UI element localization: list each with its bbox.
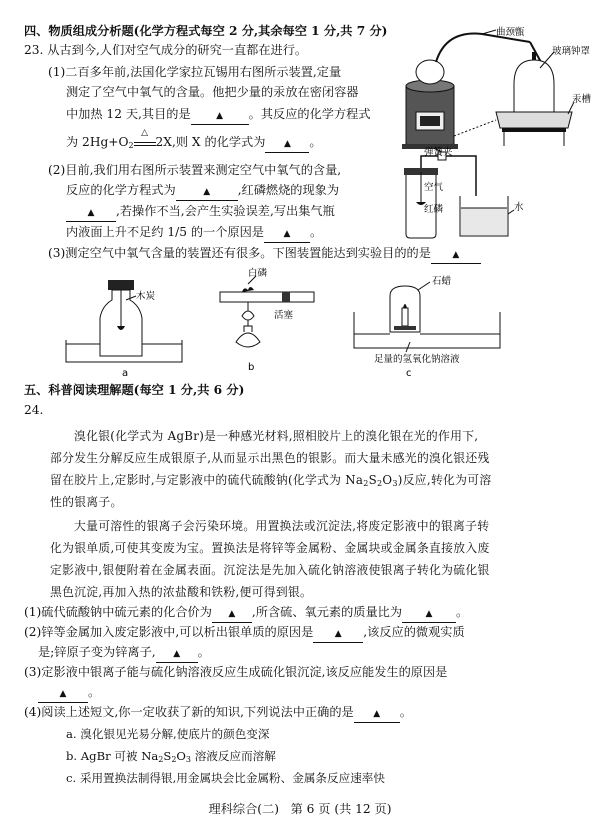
passage-p1-line1: 溴化银(化学式为 AgBr)是一种感光材料,照相胶片上的溴化银在光的作用下, [74, 429, 479, 443]
answer-blank[interactable]: ▲ [354, 704, 400, 723]
q24-sub1: (1)硫代硫酸钠中硫元素的化合价为 ▲ ,所含硫、氧元素的质量比为 ▲ 。 [24, 604, 468, 623]
spring-clamp-label: 弹簧夹 [424, 147, 453, 158]
water-label: 水 [514, 202, 524, 213]
passage-p2-line1: 大量可溶性的银离子会污染环境。用置换法或沉淀法,将废定影液中的银离子转 [74, 519, 490, 533]
q23-p1-line2: 测定了空气中氧气的含量。他把少量的汞放在密闭容器 [66, 85, 359, 99]
figure-a-charcoal [62, 270, 192, 380]
air-label: 空气 [424, 182, 444, 193]
figure-a-letter: a [122, 368, 129, 379]
q24-sub2-line1: (2)锌等金属加入废定影液中,可以析出银单质的原因是 ▲ ,该反应的微观实质 [24, 624, 465, 643]
q23-p1-line1: (1)二百多年前,法国化学家拉瓦锡用右图所示装置,定量 [48, 65, 342, 79]
q23-p3-line1: (3)测定空气中氧气含量的装置还有很多。下图装置能达到实验目的的是 ▲ [48, 245, 481, 264]
bell-jar-label: 玻璃钟罩 [552, 46, 591, 57]
answer-blank[interactable]: ▲ [402, 604, 456, 623]
answer-blank[interactable]: ▲ [265, 134, 309, 153]
q24-sub3-line1: (3)定影液中银离子能与硫化钠溶液反应生成硫化银沉淀,该反应能发生的原因是 [24, 665, 448, 679]
lavoisier-apparatus-figure [392, 24, 600, 152]
figure-b-letter: b [248, 362, 255, 373]
wax-label: 石蜡 [432, 276, 452, 287]
charcoal-label: 木炭 [136, 291, 156, 302]
red-phosphorus-label: 红磷 [424, 204, 444, 215]
section4-heading: 四、物质组成分析题(化学方程式每空 2 分,其余每空 1 分,共 7 分) [24, 24, 388, 38]
q23-stem: 23. 从古到今,人们对空气成分的研究一直都在进行。 [24, 43, 308, 57]
answer-blank[interactable]: ▲ [66, 203, 116, 222]
figure-c-wax [350, 272, 510, 382]
passage-p2-line3: 定影液中,银便附着在金属表面。沉淀法是先加入硫化钠溶液使银离子转化为硫化银 [50, 563, 490, 577]
answer-blank[interactable]: ▲ [264, 224, 310, 243]
passage-p1-line3: 留在胶片上,定影时,与定影液中的硫代硫酸钠(化学式为 $Na_2S_2O_3$)反应,转化为可溶 [50, 473, 492, 488]
answer-blank[interactable]: ▲ [38, 684, 88, 703]
answer-blank[interactable]: ▲ [191, 106, 249, 125]
q24-sub3-line2: ▲ 。 [38, 684, 100, 703]
q23-p1-line3: 中加热 12 天,其目的是 ▲ 。其反应的化学方程式 [66, 106, 371, 125]
answer-blank[interactable]: ▲ [313, 624, 363, 643]
page-footer: 理科综合(二) 第 6 页 (共 12 页) [208, 802, 392, 816]
q24-option-a: a. 溴化银见光易分解,使底片的颜色变深 [66, 727, 270, 741]
q23-p2-line1: (2)目前,我们用右图所示装置来测定空气中氧气的含量, [48, 163, 342, 177]
mercury-trough-label: 汞槽 [572, 94, 592, 105]
white-phosphorus-label: 白磷 [248, 268, 268, 279]
q23-p2-line2: 反应的化学方程式为 ▲ ,红磷燃烧的现象为 [66, 182, 339, 201]
piston-label: 活塞 [274, 310, 294, 321]
phosphorus-apparatus-figure [396, 146, 526, 242]
figure-b-white-phosphorus [212, 266, 322, 376]
answer-blank[interactable]: ▲ [212, 604, 252, 623]
passage-p2-line2: 化为银单质,可使其变废为宝。置换法是将锌等金属粉、金属块或金属条直接放入废 [50, 541, 490, 555]
answer-blank[interactable]: ▲ [431, 245, 481, 264]
answer-blank[interactable]: ▲ [176, 182, 238, 201]
q24-option-c: c. 采用置换法制得银,用金属块会比金属粉、金属条反应速率快 [66, 771, 385, 785]
naoh-solution-label: 足量的氢氧化钠溶液 [374, 354, 460, 365]
passage-p2-line4: 黑色沉淀,再加入热的浓盐酸和铁粉,便可得到银。 [50, 585, 313, 599]
answer-blank[interactable]: ▲ [156, 644, 198, 663]
retort-label: 曲颈甑 [496, 27, 525, 38]
q24-sub4: (4)阅读上述短文,你一定收获了新的知识,下列说法中正确的是 ▲ 。 [24, 704, 412, 723]
figure-c-letter: c [406, 368, 412, 379]
heating-condition: △ [141, 128, 148, 138]
section5-heading: 五、科普阅读理解题(每空 1 分,共 6 分) [24, 383, 245, 397]
q23-p2-line3: ▲ ,若操作不当,会产生实验误差,写出集气瓶 [66, 203, 335, 222]
q23-p1-line4: 为 $2Hg+O_2$ △ 2X,则 X 的化学式为 ▲ 。 [66, 134, 322, 154]
q24-sub2-line2: 是;锌原子变为锌离子, ▲ 。 [38, 644, 210, 663]
passage-p1-line4: 性的银离子。 [50, 495, 123, 509]
q24-option-b: b. AgBr 可被 $Na_2S_2O_3$ 溶液反应而溶解 [66, 749, 276, 764]
q24-number: 24. [24, 403, 44, 417]
passage-p1-line2: 部分发生分解反应生成银原子,从而显示出黑色的银影。而大量未感光的溴化银还残 [50, 451, 490, 465]
q23-p2-line4: 内液面上升不足约 1/5 的一个原因是 ▲ 。 [66, 224, 322, 243]
